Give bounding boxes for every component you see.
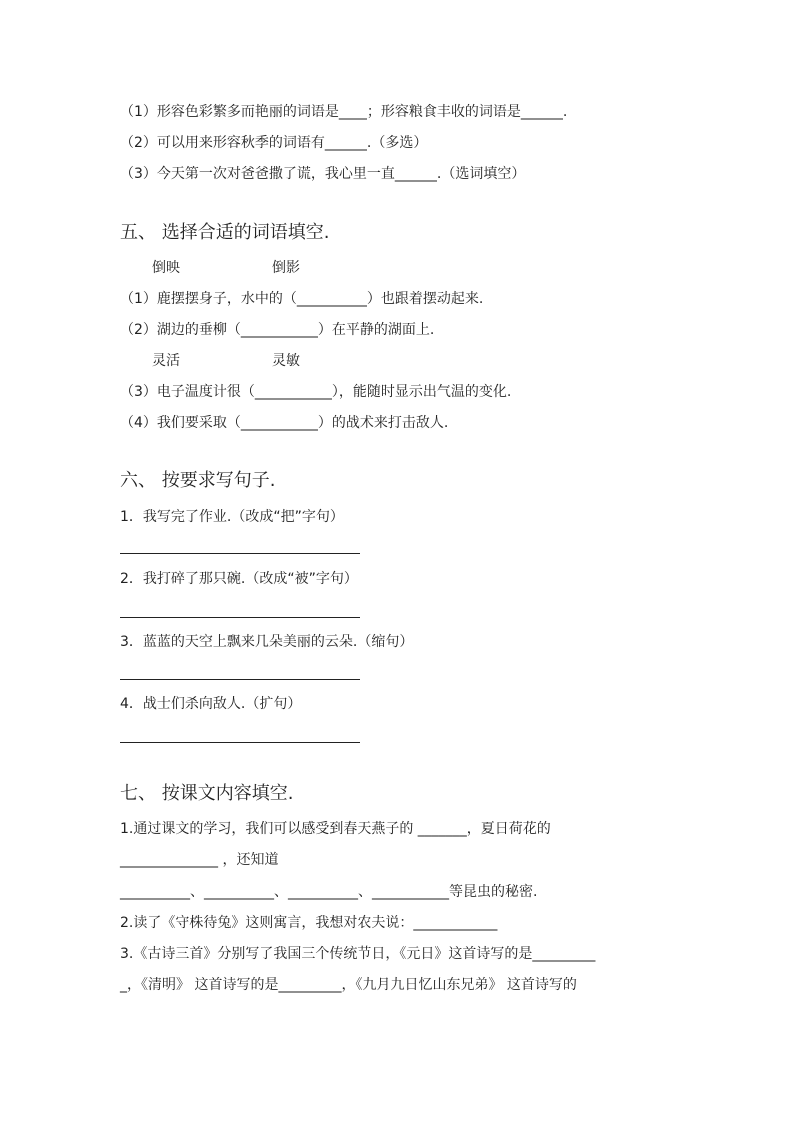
word-option: 倒影 bbox=[272, 260, 300, 276]
section5-q3: （3）电子温度计很（___________），能随时显示出气温的变化. bbox=[120, 384, 512, 400]
section5-q1: （1）鹿摆摆身子，水中的（__________）也跟着摆动起来. bbox=[120, 291, 484, 307]
section7-line6: _，《清明》 这首诗写的是_________，《九月九日忆山东兄弟》 这首诗写的 bbox=[120, 977, 577, 993]
section5-q4: （4）我们要采取（___________）的战术来打击敌人. bbox=[120, 415, 449, 431]
section4-q3: （3）今天第一次对爸爸撒了谎，我心里一直______.（选词填空） bbox=[120, 166, 526, 182]
section7-line2: ______________ ，还知道 bbox=[120, 852, 279, 868]
answer-line bbox=[120, 679, 360, 680]
word-option: 倒映 bbox=[152, 260, 180, 276]
section6-q3: 3．蓝蓝的天空上飘来几朵美丽的云朵.（缩句） bbox=[120, 634, 414, 650]
word-option: 灵活 bbox=[152, 353, 180, 369]
section6-heading: 六、 按要求写句子. bbox=[120, 470, 276, 491]
section7-heading: 七、 按课文内容填空. bbox=[120, 783, 294, 804]
section6-q4: 4．战士们杀向敌人.（扩句） bbox=[120, 696, 302, 712]
answer-line bbox=[120, 553, 360, 554]
answer-line bbox=[120, 617, 360, 618]
section6-q2: 2．我打碎了那只碗.（改成“被”字句） bbox=[120, 571, 358, 587]
section6-q1: 1．我写完了作业.（改成“把”字句） bbox=[120, 509, 344, 525]
section7-line5: 3.《古诗三首》分别写了我国三个传统节日，《元日》这首诗写的是_________ bbox=[120, 946, 596, 962]
section7-line3: __________、__________、__________、___________等昆虫的秘密. bbox=[120, 884, 538, 900]
section7-line1: 1.通过课文的学习，我们可以感受到春天燕子的 _______，夏日荷花的 bbox=[120, 821, 551, 837]
answer-line bbox=[120, 742, 360, 743]
section4-q2: （2）可以用来形容秋季的词语有______.（多选） bbox=[120, 135, 428, 151]
section5-heading: 五、 选择合适的词语填空. bbox=[120, 222, 330, 243]
section7-line4: 2.读了《守株待兔》这则寓言，我想对农夫说：____________ bbox=[120, 915, 498, 931]
word-option: 灵敏 bbox=[272, 353, 300, 369]
section5-q2: （2）湖边的垂柳（___________）在平静的湖面上. bbox=[120, 322, 435, 338]
section4-q1: （1）形容色彩繁多而艳丽的词语是____；形容粮食丰收的词语是______. bbox=[120, 104, 568, 120]
